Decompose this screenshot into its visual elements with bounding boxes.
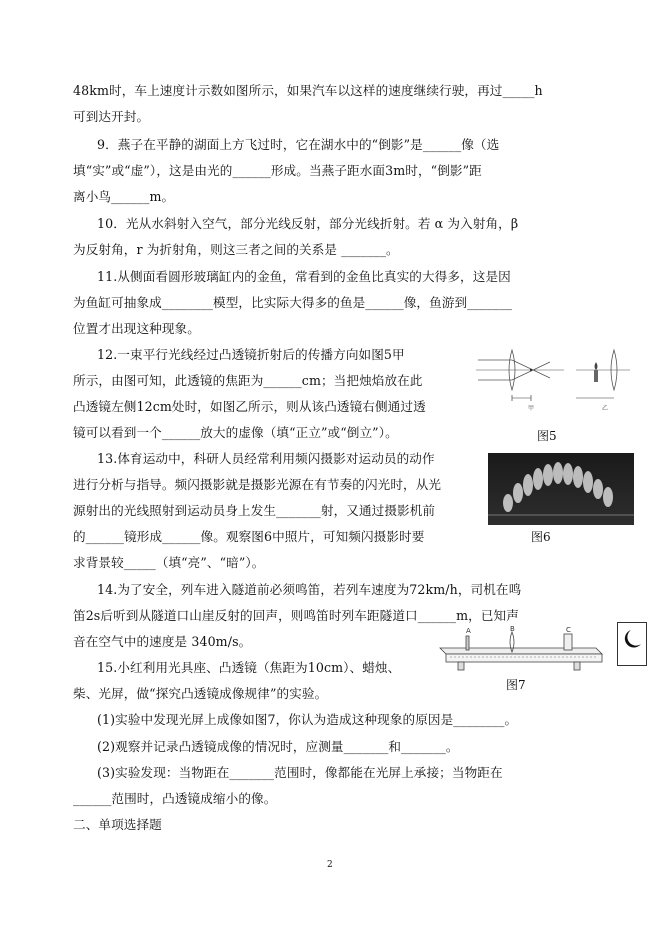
fig5-sub-a: 甲 [528, 405, 535, 412]
text-line: 为反射角，r 为折射角，则这三者之间的关系是 _______。 [73, 242, 399, 257]
text-line: 笛2s后听到从隧道口山崖反射的回声，则鸣笛时列车距隧道口______m，已知声 [73, 608, 519, 623]
text-line: 二、单项选择题 [73, 817, 162, 832]
text-line: (1)实验中发现光屏上成像如图7，你认为造成这种现象的原因是________。 [97, 712, 518, 727]
figure-7-optical-bench [436, 624, 606, 674]
text-line: 音在空气中的速度是 340m/s。 [73, 634, 252, 649]
text-line: 凸透镜左侧12cm处时，如图乙所示，则从该凸透镜右侧通过透 [73, 399, 426, 414]
figure-5-lens-diagram [472, 342, 632, 414]
figure-6-label: 图6 [531, 530, 551, 544]
text-line: 进行分析与指导。频闪摄影就是摄影光源在有节奏的闪光时，从光 [73, 477, 442, 492]
text-line: 可到达开封。 [73, 109, 150, 124]
text-line: 12.一束平行光线经过凸透镜折射后的传播方向如图5甲 [97, 347, 405, 362]
text-line: 15.小红利用光具座、凸透镜（焦距为10cm）、蜡烛、 [97, 660, 401, 675]
figure-6-photo [488, 453, 634, 525]
text-line: 14.为了安全，列车进入隧道前必须鸣笛，若列车速度为72km/h，司机在鸣 [97, 582, 522, 597]
text-line: 镜可以看到一个______放大的虚像（填“正立”或“倒立”）。 [73, 425, 398, 440]
text-line: 10．光从水斜射入空气，部分光线反射，部分光线折射。若 α 为入射角，β [97, 216, 519, 231]
fig7-mark-c: C [566, 626, 571, 634]
text-line: (2)观察并记录凸透镜成像的情况时，应测量_______和_______。 [97, 739, 459, 754]
text-line: 13.体育运动中，科研人员经常利用频闪摄影对运动员的动作 [97, 451, 435, 466]
text-line: 为鱼缸可抽象成________模型，比实际大得多的鱼是______像，鱼游到_______ [73, 295, 512, 310]
text-line: 柴、光屏，做“探究凸透镜成像规律”的实验。 [73, 686, 328, 701]
text-line: 源射出的光线照射到运动员身上发生_______射，又通过摄影机前 [73, 503, 436, 518]
text-line: (3)实验发现：当物距在_______范围时，像都能在光屏上承接；当物距在 [97, 765, 503, 780]
fig7-mark-a: A [466, 627, 471, 635]
figure-7-screen-image [617, 622, 647, 666]
text-line: 的______镜形成______像。观察图6中照片，可知频闪摄影时要 [73, 529, 425, 544]
figure-5-label: 图5 [537, 429, 557, 443]
page-number: 2 [327, 860, 333, 870]
text-line: 位置才出现这种现象。 [73, 321, 200, 336]
text-line: ______范围时，凸透镜成缩小的像。 [73, 791, 277, 806]
text-line: 填“实”或“虚”），这是由光的______形成。当燕子距水面3m时，“倒影”距 [73, 163, 482, 178]
text-line: 11.从侧面看圆形玻璃缸内的金鱼，常看到的金鱼比真实的大得多，这是因 [97, 269, 511, 284]
text-line: 所示，由图可知，此透镜的焦距为______cm；当把烛焰放在此 [73, 373, 423, 388]
fig7-mark-b: B [510, 625, 515, 633]
fig5-sub-b: 乙 [602, 405, 609, 412]
figure-7-label: 图7 [506, 678, 526, 692]
text-line: 求背景较_____（填“亮”、“暗”）。 [73, 555, 265, 570]
text-line: 离小鸟______m。 [73, 189, 175, 204]
text-line: 48km时，车上速度计示数如图所示，如果汽车以这样的速度继续行驶，再过_____h [73, 83, 543, 98]
text-line: 9．燕子在平静的湖面上方飞过时，它在湖水中的“倒影”是______像（选 [97, 137, 500, 152]
